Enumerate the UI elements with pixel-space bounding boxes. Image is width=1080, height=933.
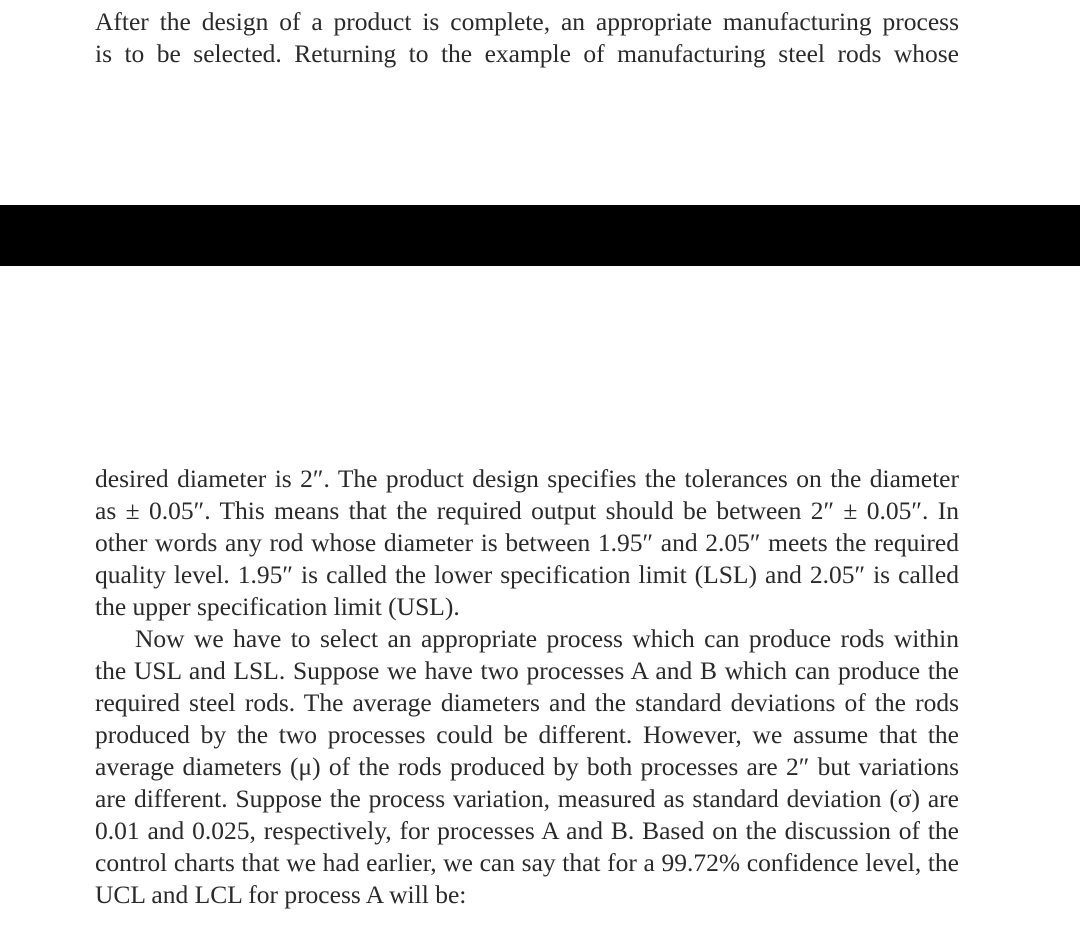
main-body-text: [95, 463, 959, 911]
text-line: Now we have to select an appropriate process which can produce rods within: [135, 624, 959, 653]
text-line: the upper specification limit (USL).: [95, 592, 460, 621]
text-line: is to be selected. Returning to the example of manufacturing steel rods whose: [95, 39, 959, 68]
text-line: as ± 0.05″. This means that the required output should be between 2″ ± 0.05″. In: [95, 496, 959, 525]
text-line: UCL and LCL for process A will be:: [95, 880, 467, 909]
top-paragraph: [95, 6, 959, 70]
text-line: quality level. 1.95″ is called the lower specification limit (LSL) and 2.05″ is called: [95, 560, 959, 589]
text-line: After the design of a product is complete, an appropriate manufacturing process: [95, 7, 959, 36]
text-line: 0.01 and 0.025, respectively, for processes A and B. Based on the discussion of the: [95, 816, 959, 845]
text-line: are different. Suppose the process variation, measured as standard deviation (σ) are: [95, 784, 959, 813]
redaction-bar: [0, 205, 1080, 266]
text-line: produced by the two processes could be different. However, we assume that the: [95, 720, 959, 749]
text-line: average diameters (μ) of the rods produced by both processes are 2″ but variations: [95, 752, 959, 781]
text-line: other words any rod whose diameter is between 1.95″ and 2.05″ meets the required: [95, 528, 959, 557]
text-line: required steel rods. The average diameters and the standard deviations of the rods: [95, 688, 959, 717]
text-line: desired diameter is 2″. The product design specifies the tolerances on the diameter: [95, 464, 959, 493]
text-line: control charts that we had earlier, we can say that for a 99.72% confidence level, the: [95, 848, 959, 877]
text-line: the USL and LSL. Suppose we have two processes A and B which can produce the: [95, 656, 959, 685]
